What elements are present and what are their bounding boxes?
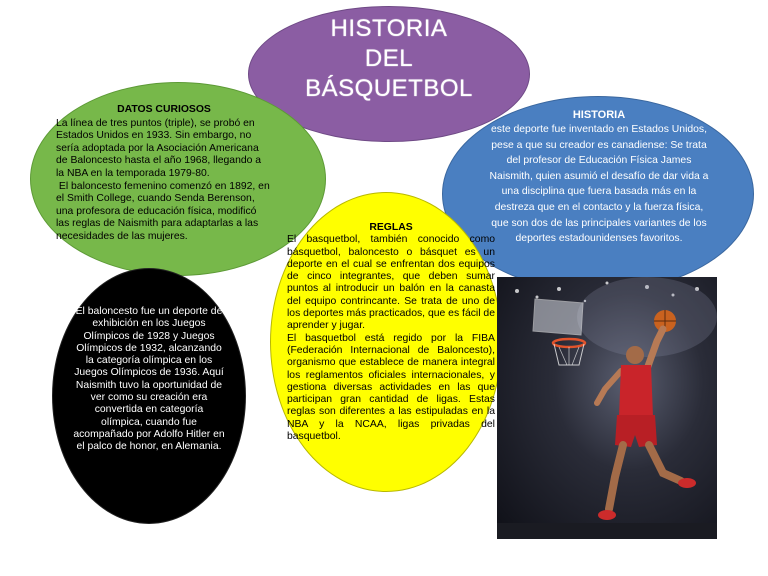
datos-curiosos-heading: DATOS CURIOSOS — [117, 104, 211, 115]
historia-heading: HISTORIA — [572, 109, 626, 121]
historia-text — [486, 108, 712, 247]
basketball-player-dunk-photo — [497, 277, 717, 539]
datos-curiosos-text — [56, 104, 272, 244]
reglas-heading: REGLAS — [369, 222, 413, 233]
olimpicos-body: El baloncesto fue un deporte de exhibición en los Juegos Olímpicos de 1928 y Juegos Olímpicos de 1932, alcanzando la categoría olímpica en los Juegos Olímpicos de 1936. Aquí Naismith tuvo la oportunidad de ver como su creación era convertida en categoría olímpica, cuando fue acompañado por Adolfo Hitler en el palco de honor, en Alemania. — [73, 306, 225, 453]
page-title — [248, 14, 530, 104]
reglas-paragraph-2: El basquetbol está regido por la FIBA (Federación Internacional de Baloncesto), organismo que establece de manera integral los reglamentos oficiales internacionales, y gestiona diversas actividades en las que participan gran cantidad de ligas. Estas reglas son diferentes a las estipuladas en la NBA y la NCAA, ligas privadas del basquetbol. — [287, 332, 495, 443]
reglas-text — [287, 222, 495, 443]
datos-curiosos-paragraph-1: La línea de tres puntos (triple), se probó en Estados Unidos en 1933. Sin embargo, no sería adoptada por la Asociación Americana de Baloncesto hasta el año 1968, llegando a la NBA en la temporada 1979-80. — [56, 117, 262, 179]
title-line-1: HISTORIA — [330, 15, 448, 42]
title-line-2: DEL — [364, 45, 414, 72]
datos-curiosos-paragraph-2: El baloncesto femenino comenzó en 1892, en el Smith College, cuando Senda Berenson, una profesora de educación física, modificó las reglas de Naismith para adaptarlas a las necesidades de las mujeres. — [56, 180, 273, 242]
reglas-paragraph-1: El basquetbol, también conocido como básquetbol, baloncesto o básquet es un deporte en el cual se enfrentan dos equipos de cinco integrantes, que deben sumar puntos al introducir un balón en la canasta del equipo contrincante. Se trata de uno de los deportes más practicados, que es fácil de aprender y jugar. — [287, 234, 495, 332]
title-line-3: BÁSQUETBOL — [305, 75, 473, 102]
historia-body: este deporte fue inventado en Estados Unidos, pese a que su creador es canadiense: Se trata del profesor de Educación Física James Naismith, quien asumió el desafío de dar vida a una disciplina que fuera basada más en la destreza que en el contacto y la fuerza física, que son dos de las principales variantes de los deportes estadounidenses favoritos. — [489, 124, 709, 245]
photo-illustration — [497, 277, 717, 539]
